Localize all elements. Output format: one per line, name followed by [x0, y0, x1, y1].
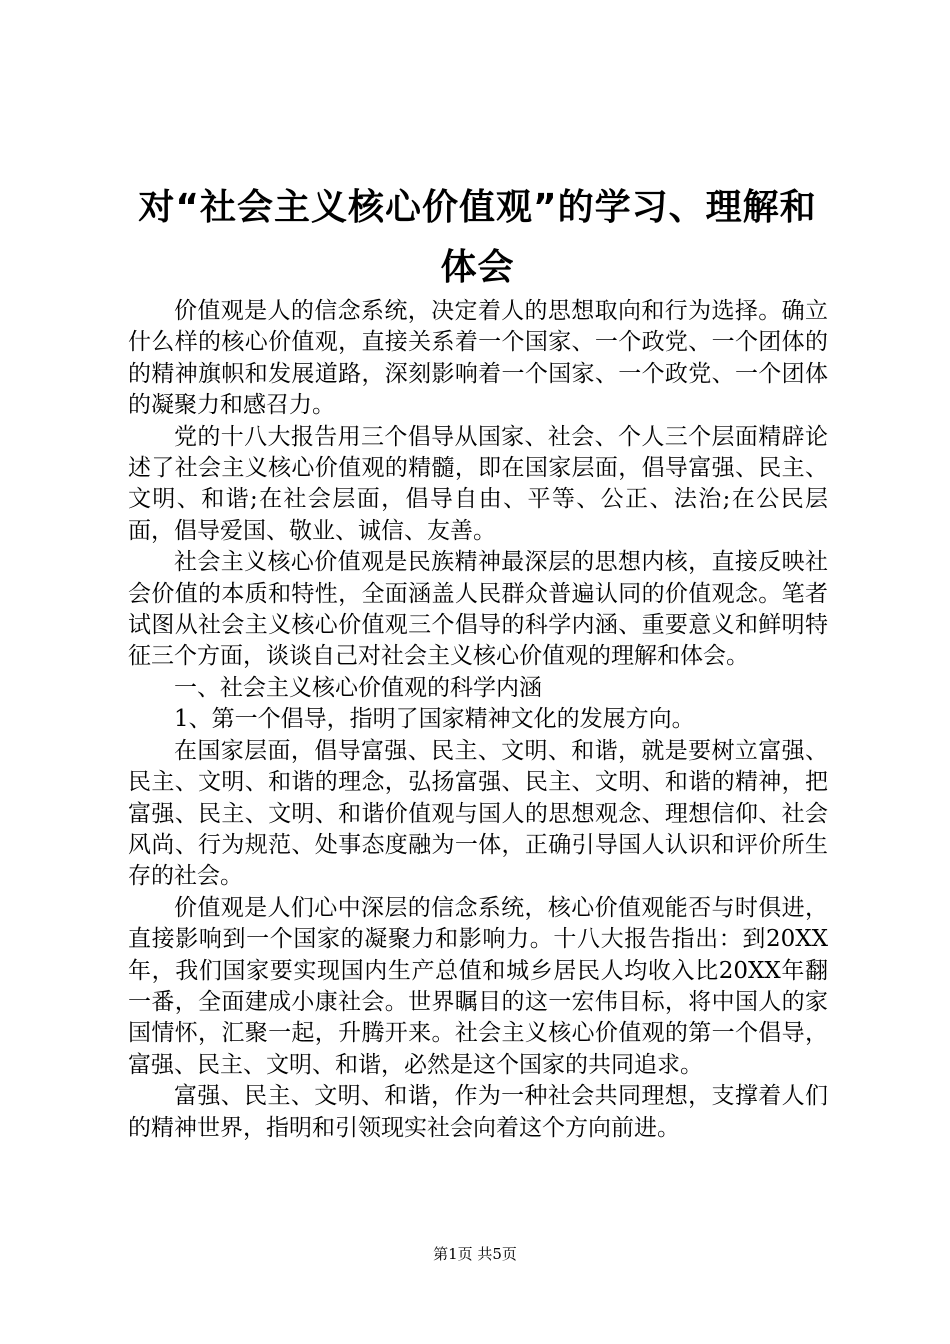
section-heading-1: 一、社会主义核心价值观的科学内涵 — [174, 674, 542, 701]
paragraph-6: 富强、民主、文明、和谐，作为一种社会共同理想，支撑着人们的精神世界，指明和引领现实社会向着这个方向前进。 — [128, 1083, 828, 1141]
page-footer: 第1页 共5页 — [433, 1245, 517, 1263]
subsection-heading-1: 1、第一个倡导，指明了国家精神文化的发展方向。 — [174, 706, 695, 733]
document-body — [128, 296, 828, 1144]
paragraph-3: 社会主义核心价值观是民族精神最深层的思想内核，直接反映社会价值的本质和特性，全面涵盖人民群众普遍认同的价值观念。笔者试图从社会主义核心价值观三个倡导的科学内涵、重要意义和鲜明特征三个方面，谈谈自己对社会主义核心价值观的理解和体会。 — [128, 549, 828, 670]
paragraph-2: 党的十八大报告用三个倡导从国家、社会、个人三个层面精辟论述了社会主义核心价值观的精髓，即在国家层面，倡导富强、民主、文明、和谐;在社会层面，倡导自由、平等、公正、法治;在公民层面，倡导爱国、敬业、诚信、友善。 — [128, 423, 828, 544]
paragraph-5: 价值观是人们心中深层的信念系统，核心价值观能否与时俱进，直接影响到一个国家的凝聚力和影响力。十八大报告指出：到20XX年，我们国家要实现国内生产总值和城乡居民人均收入比20XX年翻一番，全面建成小康社会。世界瞩目的这一宏伟目标，将中国人的家国情怀，汇聚一起，升腾开来。社会主义核心价值观的第一个倡导，富强、民主、文明、和谐，必然是这个国家的共同追求。 — [128, 894, 828, 1078]
document-title: 对“社会主义核心价值观”的学习、理解和体会 — [138, 187, 817, 288]
paragraph-4: 在国家层面，倡导富强、民主、文明、和谐，就是要树立富强、民主、文明、和谐的理念，弘扬富强、民主、文明、和谐的精神，把富强、民主、文明、和谐价值观与国人的思想观念、理想信仰、社会风尚、行为规范、处事态度融为一体，正确引导国人认识和评价所生存的社会。 — [128, 737, 828, 890]
paragraph-1: 价值观是人的信念系统，决定着人的思想取向和行为选择。确立什么样的核心价值观，直接关系着一个国家、一个政党、一个团体的的精神旗帜和发展道路，深刻影响着一个国家、一个政党、一个团体的凝聚力和感召力。 — [128, 298, 828, 419]
